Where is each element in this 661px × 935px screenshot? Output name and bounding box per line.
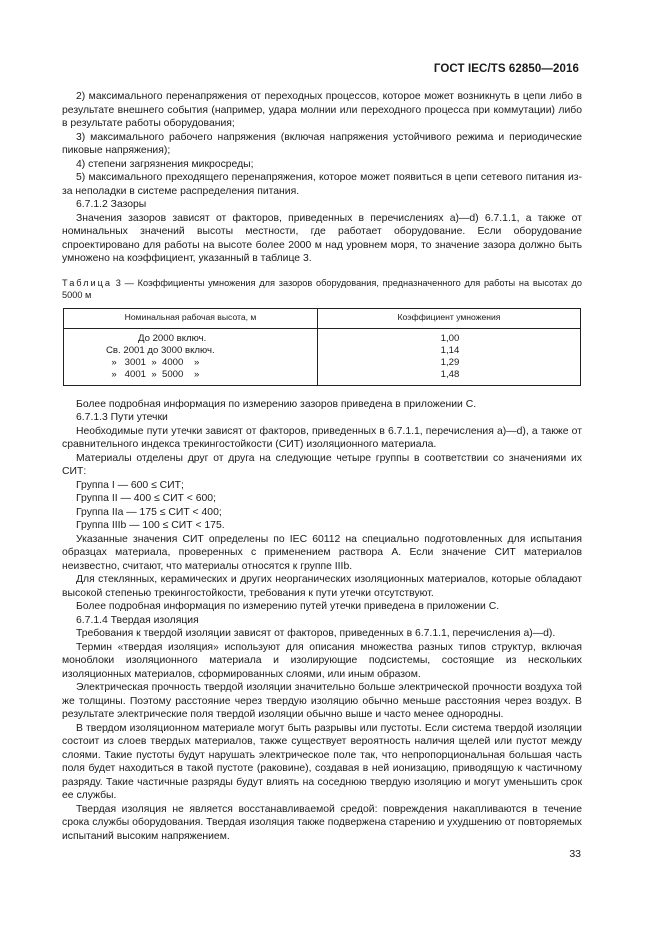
paragraph: Требования к твердой изоляции зависят от факторов, приведенных в 6.7.1.1, перечисления а)—d). (76, 628, 556, 639)
paragraph: 5) максимального преходящего перенапряжения, которое может появиться в цепи сетевого питания из-за неполадки в системе распределения питания. (62, 172, 582, 197)
table-caption-text: 3 — Коэффициенты умножения для зазоров оборудования, предназначенного для работы на высотах до 5000 м (62, 277, 582, 300)
document-id-header: ГОСТ IEC/TS 62850—2016 (433, 63, 579, 75)
paragraph: Более подробная информация по измерению зазоров приведена в приложении С. (76, 398, 477, 410)
section-heading: 6.7.1.4 Твердая изоляция (76, 614, 199, 626)
section-heading: 6.7.1.2 Зазоры (76, 199, 147, 210)
paragraph: Термин «твердая изоляция» используют для описания множества разных типов структур, включая моноблоки изоляционного материала и изолирующие подсистемы, состоящие из нескольких изоляционных материалов, сформированных слоями, или иным образом. (62, 641, 582, 680)
paragraph: В твердом изоляционном материале могут быть разрывы или пустоты. Если система твердой изоляции состоит из слоев твердых материалов, также существует вероятность наличия щелей или пустот между слоями. Такие пустоты будут нарушать электрическое поле так, что непропорциональная большая часть поля будет находиться в такой пустоте (раковине), создавая в ней ионизацию, приводящую к частичному разряду. Такие частичные разряды будут влиять на соседнюю твердую изоляцию и могут уменьшить срок ее службы. (62, 722, 582, 801)
table-caption-label: Таблица (62, 277, 113, 288)
body-text (62, 90, 582, 843)
paragraph: 3) максимального рабочего напряжения (включая напряжения устойчивого режима и периодические пиковые напряжения); (62, 131, 582, 156)
paragraph: Материалы отделены друг от друга на следующие четыре группы в соответствии со значениями их СИТ: (62, 452, 582, 477)
coefficient-value: 1,00 (440, 332, 460, 344)
paragraph: Более подробная информация по измерению путей утечки приведена в приложении С. (76, 601, 500, 612)
page-number: 33 (569, 848, 581, 860)
table-header-altitude: Номинальная рабочая высота, м (64, 308, 318, 328)
coefficient-value: 1,48 (440, 368, 460, 380)
altitude-multiplier-table (63, 308, 581, 386)
list-item: Группа I — 600 ≤ СИТ; (76, 479, 184, 491)
paragraph: 4) степени загрязнения микросреды; (76, 158, 254, 170)
paragraph: Значения зазоров зависят от факторов, приведенных в перечислениях а)—d) 6.7.1.1, а также от номинальных значений высоты местности, где работает оборудование. Если оборудование спроектировано для работы на высоте более 2000 м над уровнем моря, то значение зазора должно быть умножено на коэффициент, указанный в таблице 3. (62, 212, 582, 264)
paragraph: Необходимые пути утечки зависят от факторов, приведенных в 6.7.1.1, перечисления а)—d), а также от сравнительного индекса трекингостойкости (СИТ) изоляционного материала. (62, 425, 582, 450)
table-cell-altitudes (64, 328, 318, 385)
paragraph: 2) максимального перенапряжения от переходных процессов, которое может возникнуть в цепи либо в результате внешнего события (например, удара молнии или переходного процесса при коммутации) либо в результате работы оборудования; (62, 91, 582, 129)
paragraph: Электрическая прочность твердой изоляции значительно больше электрической прочности воздуха той же толщины. Поэтому расстояние через твердую изоляцию обычно меньше расстояния через воздух. В результате электрические поля твердой изоляции обычно выше и часто менее однородны. (62, 682, 582, 720)
section-heading: 6.7.1.3 Пути утечки (76, 412, 168, 423)
table-header-coefficient: Коэффициент умножения (318, 308, 581, 328)
altitude-ranges: До 2000 включ. Св. 2001 до 3000 включ. » 3001 » 4000 » » 4001 » 5000 » (106, 332, 215, 380)
list-item: Группа II — 400 ≤ СИТ < 600; (76, 493, 216, 504)
list-item: Группа IIIb — 100 ≤ СИТ < 175. (76, 520, 225, 531)
list-item: Группа IIa — 175 ≤ СИТ < 400; (76, 506, 222, 518)
table-cell-coefficients (318, 328, 581, 385)
paragraph: Для стеклянных, керамических и других неорганических изоляционных материалов, которые обладают высокой степенью трекингостойкости, требования к пути утечки отсутствуют. (62, 574, 582, 599)
table-caption (62, 277, 582, 301)
coefficient-value: 1,29 (440, 356, 460, 368)
paragraph: Указанные значения СИТ определены по IEC 60112 на специально подготовленных для испытания образцах материала, проверенных с применением раствора А. Если значение СИТ материалов неизвестно, считают, что материалы относятся к группе IIIb. (62, 533, 582, 572)
paragraph: Твердая изоляция не является восстанавливаемой средой: повреждения накапливаются в течение срока службы оборудования. Твердая изоляция также подвержена старению и ухудшению от повторяемых испытаний высоким напряжением. (62, 803, 582, 842)
coefficient-value: 1,14 (440, 344, 460, 356)
